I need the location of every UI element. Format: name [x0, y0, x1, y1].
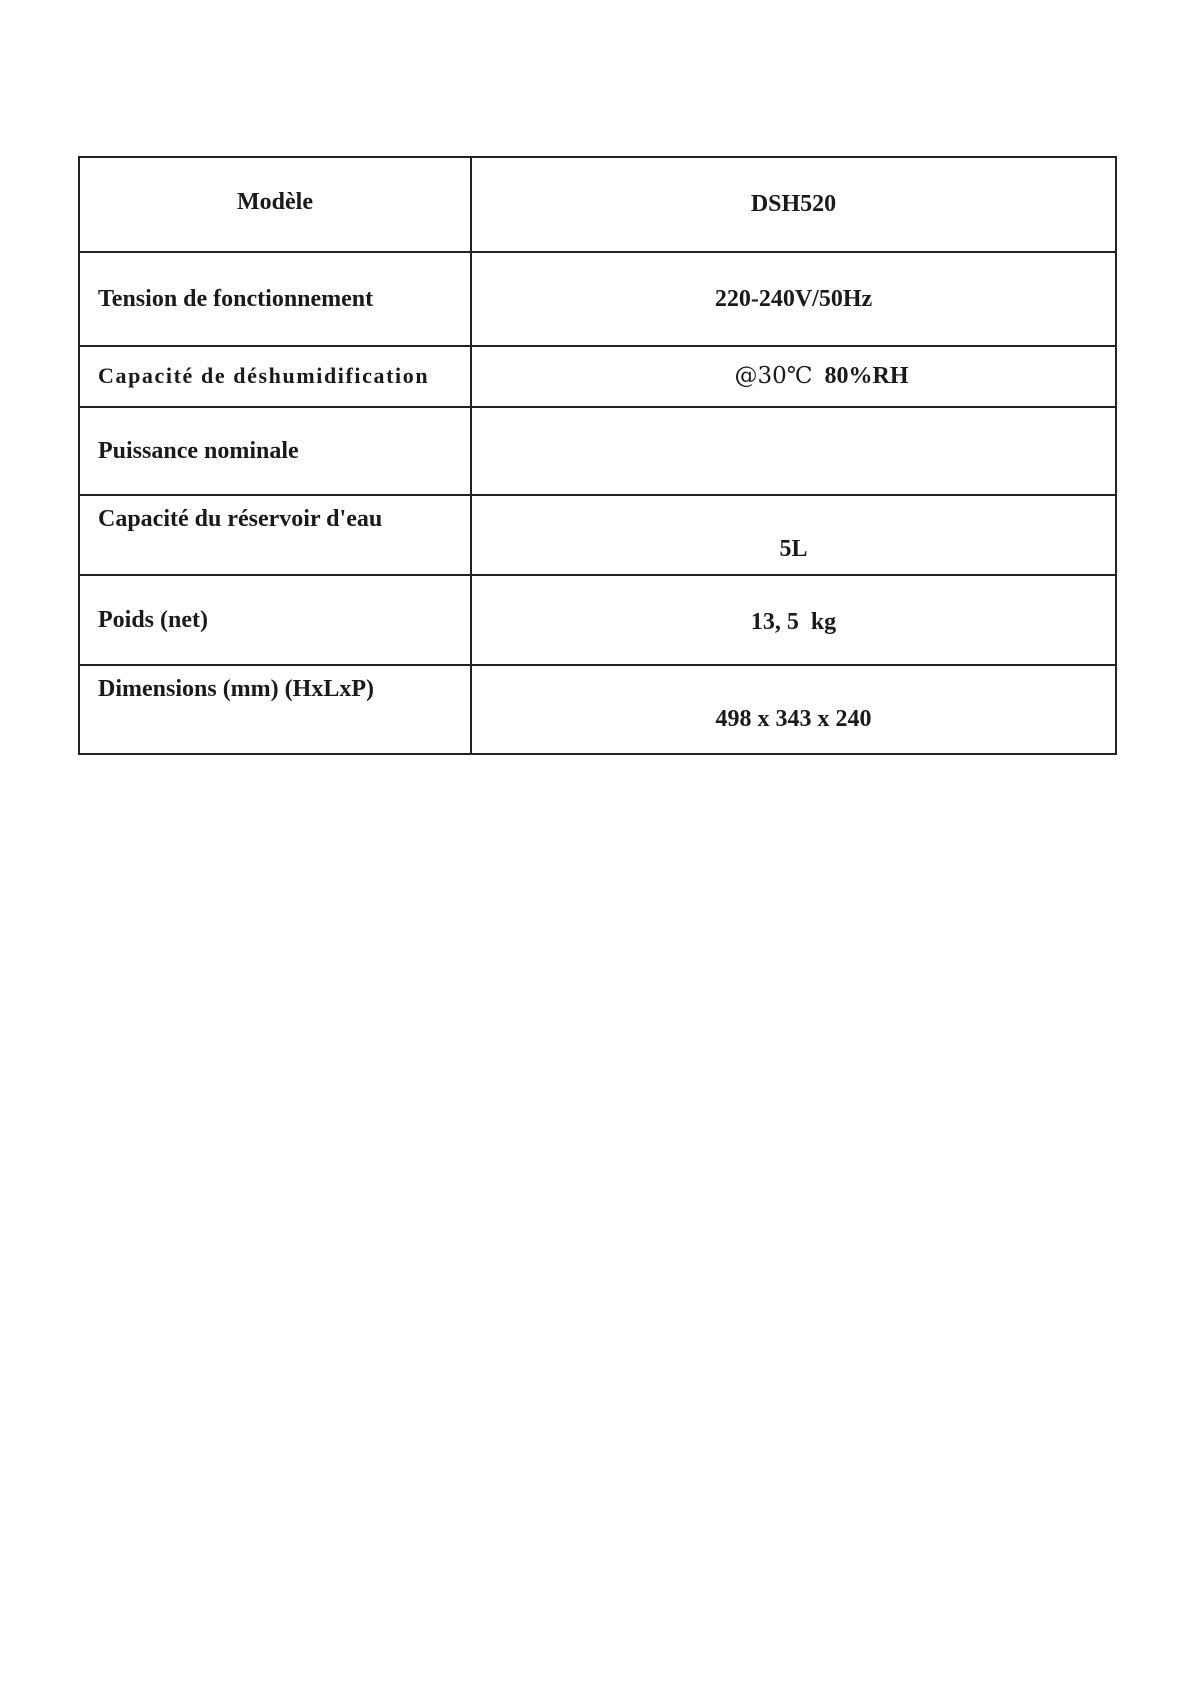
spec-value: 498 x 343 x 240 — [715, 706, 872, 732]
spec-value: 5L — [779, 536, 808, 562]
spec-table — [78, 156, 1117, 755]
spec-label-cell — [79, 495, 471, 575]
spec-label: Poids (net) — [98, 606, 208, 633]
spec-value: 13, 5 kg — [750, 608, 837, 635]
spec-label-cell — [79, 346, 471, 407]
spec-value-humidity: 80%RH — [824, 363, 909, 389]
spec-label: Capacité de déshumidification — [98, 363, 430, 388]
spec-value-cell — [471, 665, 1116, 754]
spec-value: 220-240V/50Hz — [714, 285, 873, 312]
spec-label-cell — [79, 407, 471, 495]
spec-label-cell — [79, 252, 471, 346]
spec-label-cell — [79, 665, 471, 754]
spec-label-cell — [79, 157, 471, 252]
spec-value — [735, 363, 909, 390]
spec-label: Tension de fonctionnement — [98, 285, 374, 312]
spec-value: DSH520 — [750, 191, 837, 217]
spec-label: Dimensions (mm) (HxLxP) — [98, 676, 374, 702]
spec-value-cell — [471, 407, 1116, 495]
spec-label-cell — [79, 575, 471, 665]
spec-label: Capacité du réservoir d'eau — [98, 506, 383, 532]
spec-value-cell — [471, 495, 1116, 575]
spec-row-dimensions — [79, 665, 1116, 754]
spec-row-model — [79, 157, 1116, 252]
spec-value-cell — [471, 346, 1116, 407]
spec-label: Modèle — [237, 189, 313, 215]
spec-value-cell — [471, 252, 1116, 346]
spec-value-cell — [471, 157, 1116, 252]
spec-value-cell — [471, 575, 1116, 665]
spec-row-power — [79, 407, 1116, 495]
spec-label: Puissance nominale — [98, 437, 299, 464]
spec-row-weight — [79, 575, 1116, 665]
spec-value-condition: @30℃ — [734, 363, 813, 389]
spec-row-tank — [79, 495, 1116, 575]
spec-row-dehumidification — [79, 346, 1116, 407]
spec-row-voltage — [79, 252, 1116, 346]
